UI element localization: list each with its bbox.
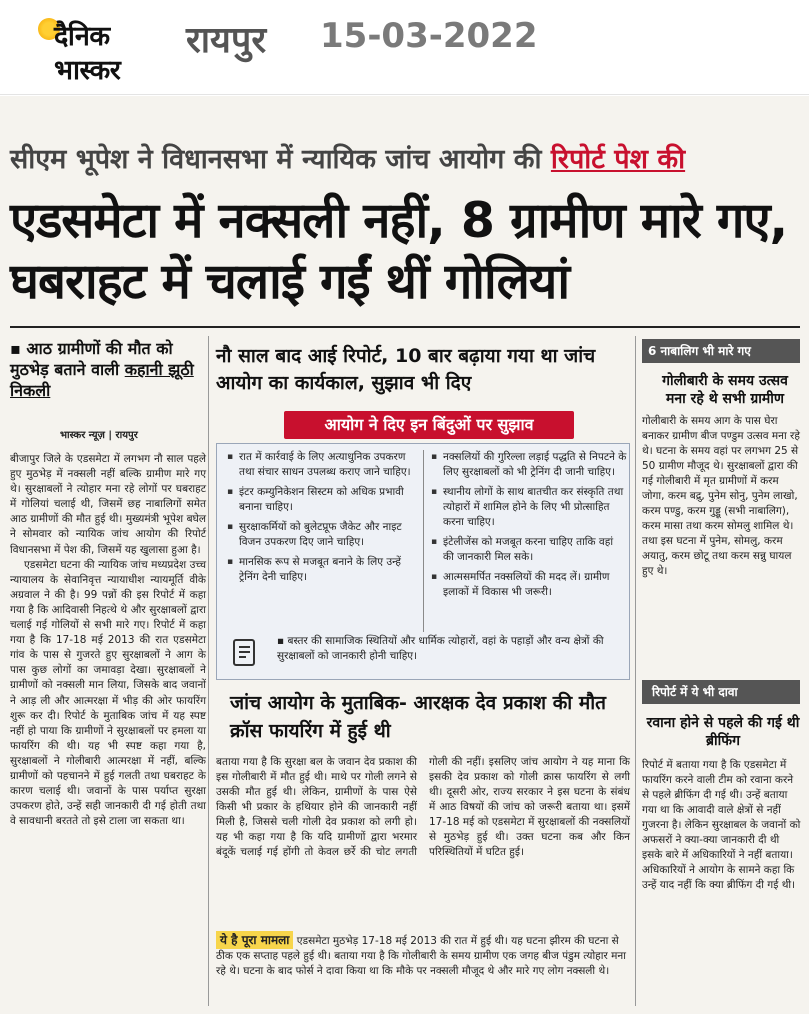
suggestion-item: ▪ इंटेलीजेंस को मजबूत करना चाहिए ताकि वहां की जानकारी मिल सके।: [431, 535, 627, 565]
middle-body: बताया गया है कि सुरक्षा बल के जवान देव प्रकाश की इस गोलीबारी में मौत हुई थी। माथे पर गोली लगने से उसकी मौत हुई थी। लेकिन, ग्रामीणों के पास ऐसे किसी भी प्रकार के हथियार होने की जानकारी नहीं मिली है, जिससे चली गोली देव प्रकाश को लगी हो। यह भी कहा गया है कि यदि ग्रामीणों द्वारा भरमार बंदूकें चलाई गई होंगी तो केवल छर्रे की चोट लगती गोली की नहीं। इसलिए जांच आयोग ने यह माना कि इसकी देव प्रकाश को गोली क्रास फायरिंग से लगी थी। दूसरी ओर, राज्य सरकार ने इस घटना के संबंध में आठ विषयों की जांच को जरूरी बताया था। इसमें 17-18 मई को एडसमेटा में सुरक्षाबलों की नक्सलियों से मुठभेड़ हुई थी। उक्त घटना कब और किन परिस्थितियों में घटित हुई।: [216, 756, 630, 858]
document-checklist-icon: [231, 638, 259, 668]
background-box: [216, 933, 630, 1009]
left-deck-text: ▪ आठ ग्रामीणों की मौत को मुठभेड़ बताने वाली: [10, 339, 173, 379]
middle-title: नौ साल बाद आई रिपोर्ट, 10 बार बढ़ाया गया था जांच आयोग का कार्यकाल, सुझाव भी दिए: [216, 345, 596, 394]
right-tag-1: 6 नाबालिग भी मारे गए: [642, 339, 800, 363]
suggestion-item: ▪ इंटर कम्युनिकेशन सिस्टम को अधिक प्रभावी बनाना चाहिए।: [227, 485, 423, 515]
background-tag: ये है पूरा मामला: [216, 931, 293, 949]
middle-subheadline: जांच आयोग के मुताबिक- आरक्षक देव प्रकाश की मौत क्रॉस फायरिंग में हुई थी: [230, 692, 606, 742]
suggestion-item: ▪ मानसिक रूप से मजबूत बनाने के लिए उन्हें ट्रेनिंग देनी चाहिए।: [227, 555, 423, 585]
suggestion-item: ▪ नक्सलियों की गुरिल्ला लड़ाई पद्धति से निपटने के लिए सुरक्षाबलों को भी ट्रेनिंग दी जानी चाहिए।: [431, 450, 627, 480]
left-body-paragraph-1: बीजापुर जिले के एडसमेटा में लगभग नौ साल पहले हुए मुठभेड़ में नक्सली नहीं बल्कि ग्रामीण मारे गए थे। सुरक्षाबलों ने त्योहार मना रहे लोगों पर घबराहट में गोलियां चलाई थी, जिसमें छह नाबालिगों समेत आठ ग्रामीणों की मौत हुई थी। मुख्यमंत्री भूपेश बघेल ने सोमवार को न्यायिक जांच आयोग की रिपोर्ट विधानसभा में पेश की, जिसमें यह खुलासा हुआ है।: [10, 453, 206, 556]
suggestions-right-list: [431, 450, 627, 605]
dainik-bhaskar-logo: [44, 12, 164, 88]
subheadline-highlight: रिपोर्ट पेश की: [550, 144, 686, 175]
right-tag-2: रिपोर्ट में ये भी दावा: [642, 680, 800, 704]
suggestions-divider: [423, 450, 424, 632]
logo-text-line1: दैनिक: [54, 21, 110, 52]
right-heading-1: गोलीबारी के समय उत्सव मना रहे थे सभी ग्रामीण: [662, 373, 788, 407]
logo-text-line2: भास्कर: [54, 55, 121, 86]
left-body: [10, 452, 206, 829]
rule-right-col: [635, 336, 636, 1006]
suggestion-item: ▪ स्थानीय लोगों के साथ बातचीत कर संस्कृति तथा त्योहारों में शामिल होने के लिए भी प्रोत्साहित करना चाहिए।: [431, 485, 627, 530]
background-text: एडसमेटा मुठभेड़ 17-18 मई 2013 की रात में हुई थी। यह घटना झीरम की घटना से ठीक एक सप्ताह पहले हुई थी। बताया गया है कि गोलीबारी के समय ग्रामीण एक जगह बीज पंडुम त्योहार मना रहे थे। घटना के बाद फोर्स ने दावा किया था कि मौके पर नक्सली मौजूद थे और मारे गए लोग नक्सली थे।: [216, 935, 626, 977]
suggestions-left-list: [227, 450, 423, 590]
suggestion-last: ▪ बस्तर की सामाजिक स्थितियों और धार्मिक त्योहारों, वहां के पहाड़ों और वन्य क्षेत्रों की सुरक्षाबलों को जानकारी होनी चाहिए।: [277, 635, 604, 662]
left-body-paragraph-2: एडसमेटा घटना की न्यायिक जांच मध्यप्रदेश उच्च न्यायालय के सेवानिवृत्त न्यायाधीश न्यायमूर्ति वीके अग्रवाल ने की है। 99 पन्नों की इस रिपोर्ट में कहा गया है कि आदिवासी निहत्थे थे और सुरक्षाबलों द्वारा चलाई गई गोलियों से सभी मारे गए। रिपोर्ट में कहा गया है कि 17-18 मई 2013 की रात एडसमेटा गांव के पास से गुजरते हुए सुरक्षाबलों ने आग के पास कुछ लोगों का जमावड़ा देखा। सुरक्षाबलों ने ग्रामीणों को नक्सली मान लिया, जिसके बाद जवानों ने आड़ ली और आत्मरक्षा में भीड़ की ओर फायरिंग शुरू कर दी। रिपोर्ट के मुताबिक जांच में यह स्पष्ट नहीं हो पाया कि ग्रामीणों ने सुरक्षाबलों पर हमला या फायरिंग की थी। यह भी स्पष्ट कहा गया है, सुरक्षाबलों ने गोलीबारी आत्मरक्षा में नहीं, बल्कि ग्रामीणों को पहचानने में हुई गलती तथा घबराहट के कारण चलाई थी। जवानों के पास पर्याप्त सुरक्षा उपकरण होते, उन्हें सही जानकारी दी गई होती तथा वे सावधानी बरतते तो इसे टाला जा सकता था।: [10, 558, 206, 828]
left-deck-underline: कहानी झूठी निकली: [10, 360, 194, 400]
city-label: रायपुर: [186, 20, 267, 61]
right-heading-2: रवाना होने से पहले की गई थी ब्रीफिंग: [646, 715, 800, 749]
rule-left-col: [208, 336, 209, 1006]
right-body-2: रिपोर्ट में बताया गया है कि एडसमेटा में फायरिंग करने वाली टीम को रवाना करने से पहले ब्रीफिंग दी गई थी। उन्हें बताया गया था कि आवादी वाले क्षेत्रों से नहीं गुजरना है। लेकिन सुरक्षाबल के जवानों को अफसरों ने क्या-क्या जानकारी दी थी इसके बारे में अधिकारियों ने नहीं बताया। अधिकारियों ने आयोग के सामने कहा कि उन्हें याद नहीं कि क्या ब्रीफिंग दी गई थी।: [642, 759, 801, 891]
suggestion-item: ▪ आत्मसमर्पित नक्सलियों की मदद लें। ग्रामीण इलाकों में विकास भी जरूरी।: [431, 570, 627, 600]
byline: भास्कर न्यूज़ | रायपुर: [60, 430, 138, 441]
subheadline-main: सीएम भूपेश ने विधानसभा में न्यायिक जांच आयोग की: [10, 144, 551, 175]
date-label: 15-03-2022: [320, 16, 538, 56]
rule-under-headline: [10, 326, 800, 328]
top-bar: [0, 0, 809, 95]
subheadline: [10, 139, 685, 176]
suggestions-box: [216, 443, 630, 680]
left-deck: [10, 338, 198, 401]
suggestion-item: ▪ सुरक्षाकर्मियों को बुलेटप्रूफ जैकेट और नाइट विजन उपकरण दिए जाने चाहिए।: [227, 520, 423, 550]
right-body-1: गोलीबारी के समय आग के पास घेरा बनाकर ग्रामीण बीज पण्डुम उत्सव मना रहे थे। घटना के समय वहां पर लगभग 25 से 50 ग्रामीण मौजूद थे। सुरक्षाबलों द्वारा की गई गोलीबारी में मृत ग्रामीणों में करम जोगा, करम बद्रु, पुनेम सोनु, पुनेम लाखो, करम पण्डु, करम गुड्डू (सभी नाबालिग), करम मासा तथा करम सोमलु शामिल थे। तथा इस घटना में पुनेम, सोमलु, करम अयातु, करम छोटू तथा करम सन्नु घायल हुए थे।: [642, 415, 800, 577]
suggestions-banner: आयोग ने दिए इन बिंदुओं पर सुझाव: [284, 411, 574, 439]
headline: एडसमेटा में नक्सली नहीं, 8 ग्रामीण मारे गए, घबराहट में चलाई गईं थीं गोलियां: [10, 192, 788, 310]
suggestion-item: ▪ रात में कार्रवाई के लिए अत्याधुनिक उपकरण तथा संचार साधन उपलब्ध कराए जाने चाहिए।: [227, 450, 423, 480]
